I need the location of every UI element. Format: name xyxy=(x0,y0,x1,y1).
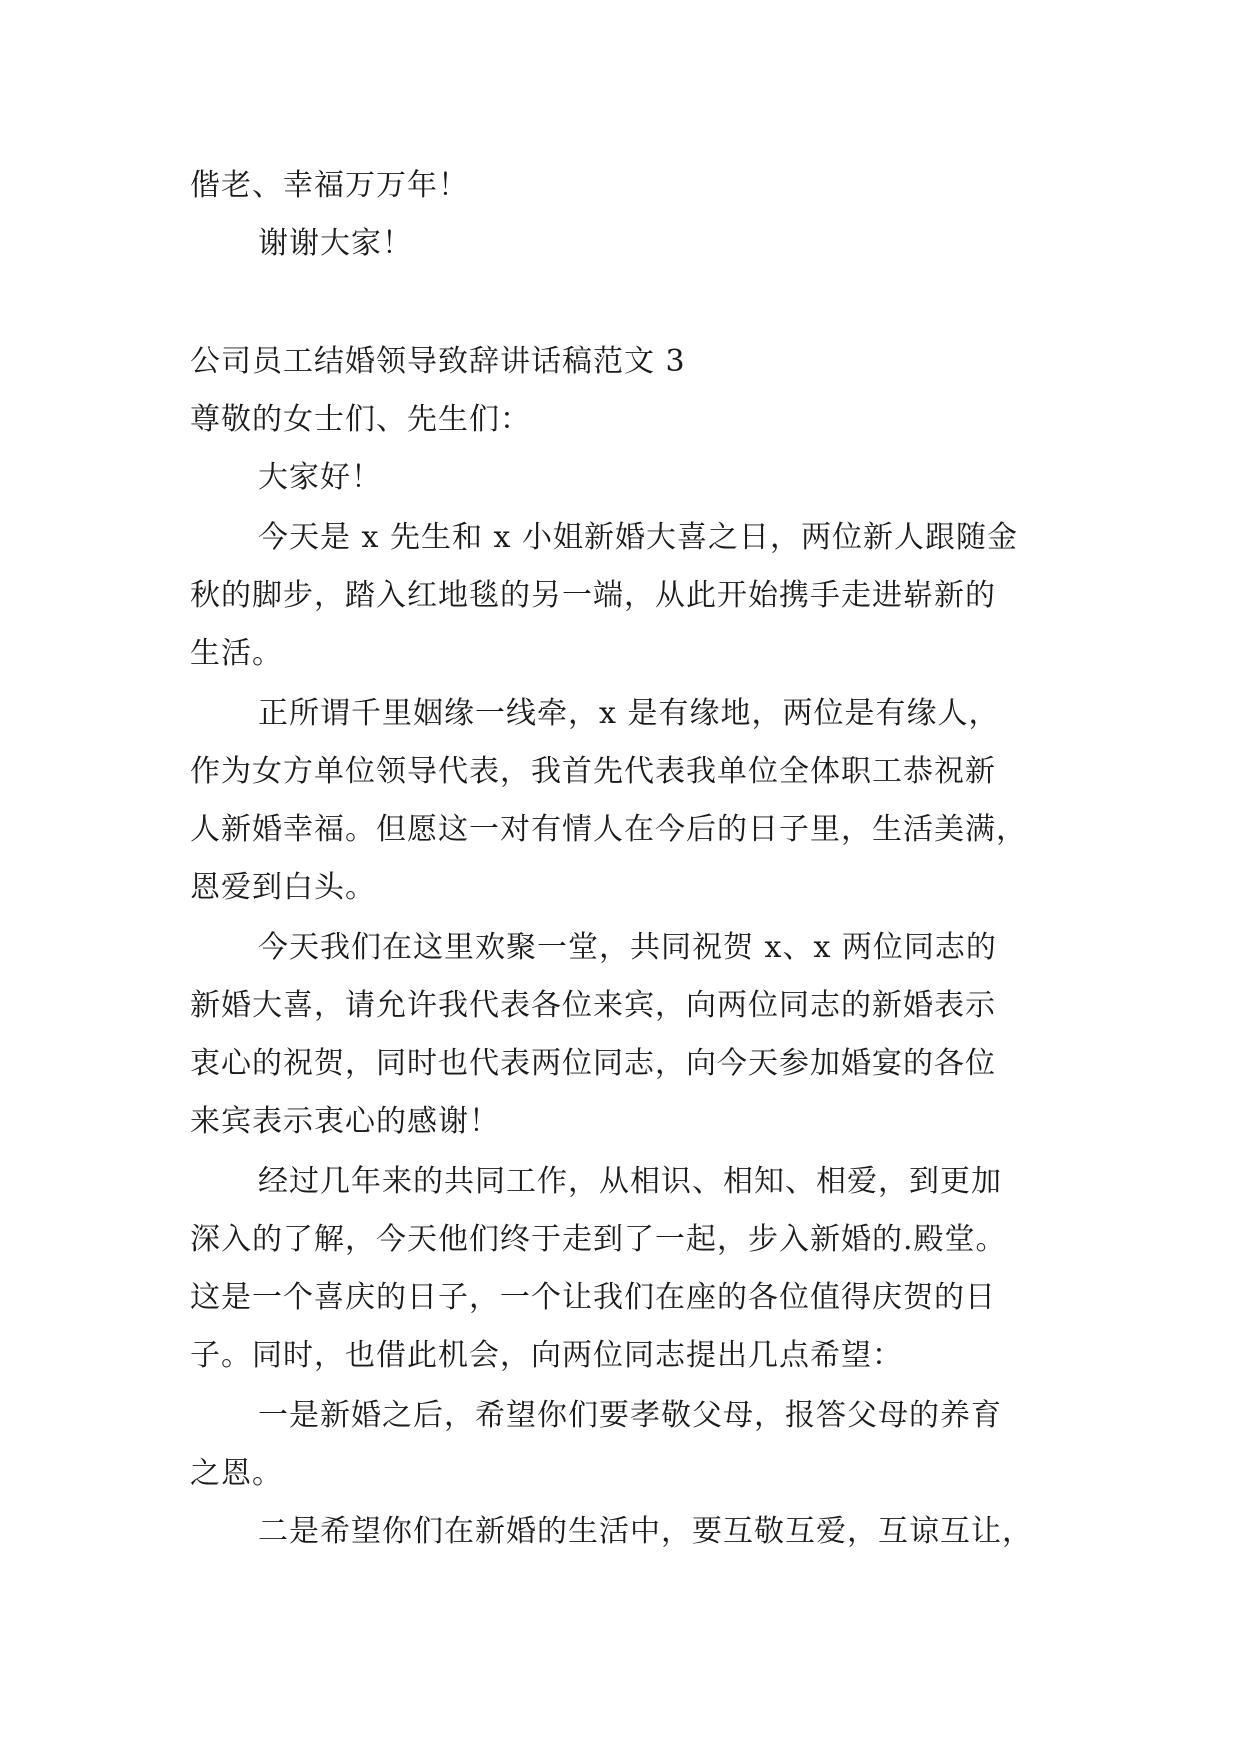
text-line: 正所谓千里姻缘一线牵，x 是有缘地，两位是有缘人， xyxy=(258,696,1000,731)
text-line: 深入的了解，今天他们终于走到了一起，步入新婚的.殿堂。 xyxy=(190,1222,1007,1257)
text-line: 新婚大喜，请允许我代表各位来宾，向两位同志的新婚表示 xyxy=(190,988,996,1023)
section-title: 公司员工结婚领导致辞讲话稿范文 3 xyxy=(190,344,686,379)
text-line: 子。同时，也借此机会，向两位同志提出几点希望： xyxy=(190,1338,903,1373)
text-line: 一是新婚之后，希望你们要孝敬父母，报答父母的养育 xyxy=(258,1398,1002,1433)
text-line: 恩爱到白头。 xyxy=(190,870,376,905)
text-line: 之恩。 xyxy=(190,1456,283,1491)
text-line: 经过几年来的共同工作，从相识、相知、相爱，到更加 xyxy=(258,1164,1002,1199)
text-line: 今天是 x 先生和 x 小姐新婚大喜之日，两位新人跟随金 xyxy=(258,520,1018,555)
greeting: 大家好！ xyxy=(258,460,382,495)
text-line: 秋的脚步，踏入红地毯的另一端，从此开始携手走进崭新的 xyxy=(190,578,996,613)
text-line: 人新婚幸福。但愿这一对有情人在今后的日子里，生活美满， xyxy=(190,812,1027,847)
text-line: 来宾表示衷心的感谢！ xyxy=(190,1104,500,1139)
closing-thanks: 谢谢大家！ xyxy=(258,226,413,261)
text-line: 二是希望你们在新婚的生活中，要互敬互爱，互谅互让， xyxy=(258,1514,1033,1549)
text-line: 生活。 xyxy=(190,636,283,671)
salutation: 尊敬的女士们、先生们： xyxy=(190,402,531,437)
text-line: 这是一个喜庆的日子，一个让我们在座的各位值得庆贺的日 xyxy=(190,1280,996,1315)
text-line: 作为女方单位领导代表，我首先代表我单位全体职工恭祝新 xyxy=(190,754,996,789)
text-line: 衷心的祝贺，同时也代表两位同志，向今天参加婚宴的各位 xyxy=(190,1046,996,1081)
text-line: 偕老、幸福万万年！ xyxy=(190,168,469,203)
text-line: 今天我们在这里欢聚一堂，共同祝贺 x、x 两位同志的 xyxy=(258,930,997,965)
